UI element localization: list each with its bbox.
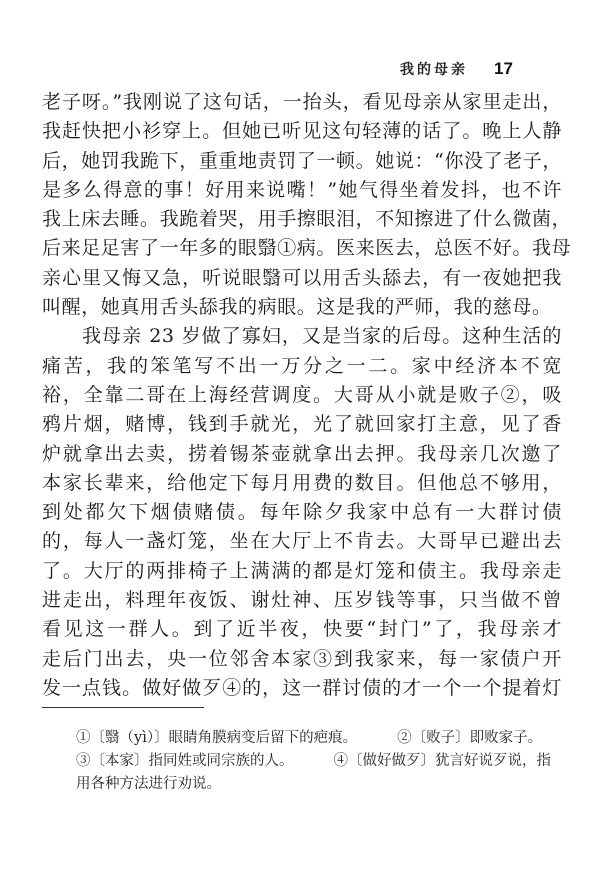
text-line: 了。大厅的两排椅子上满满的都是灯笼和债主。我母亲走: [42, 559, 562, 582]
footnote-row: [76, 727, 556, 750]
text-line: 走后门出去，央一位邻舍本家③到我家来，每一家债户开: [42, 647, 562, 670]
text-line: 到处都欠下烟债赌债。每年除夕我家中总有一大群讨债: [42, 501, 562, 524]
footnote-4: ④〔做好做歹〕犹言好说歹说，指: [333, 753, 551, 769]
text-line: 我上床去睡。我跪着哭，用手擦眼泪，不知擦进了什么微菌，: [42, 208, 572, 231]
body-text: [42, 88, 572, 703]
text-line: 叫醒，她真用舌头舔我的病眼。这是我的严师，我的慈母。: [42, 296, 552, 319]
text-line: 本家长辈来，给他定下每月用费的数目。但他总不够用，: [42, 471, 562, 494]
text-line: 发一点钱。做好做歹④的，这一群讨债的才一个一个提着灯: [42, 676, 562, 699]
text-line: 炉就拿出去卖，捞着锡茶壶就拿出去押。我母亲几次邀了: [42, 442, 562, 465]
footnote-2: ②〔败子〕即败家子。: [397, 730, 543, 746]
footnote-3: ③〔本家〕指同姓或同宗族的人。: [76, 753, 294, 769]
text-line: 的，每人一盏灯笼，坐在大厅上不肯去。大哥早已避出去: [42, 530, 562, 553]
chapter-title: 我的母亲: [400, 62, 468, 78]
text-line: 鸦片烟，赌博，钱到手就光，光了就回家打主意，见了香: [42, 413, 562, 436]
text-line: 看见这一群人。到了近半夜，快要“封门”了，我母亲才: [42, 618, 562, 641]
text-line: 裕，全靠二哥在上海经营调度。大哥从小就是败子②，吸: [42, 383, 562, 406]
text-line: 老子呀。”我刚说了这句话，一抬头，看见母亲从家里走出，: [42, 91, 562, 113]
running-header: [400, 57, 570, 81]
footnote-1: ①〔翳（yì）〕眼睛角膜病变后留下的疤痕。: [76, 730, 358, 746]
text-line: 后来足足害了一年多的眼翳①病。医来医去，总医不好。我母: [42, 237, 572, 260]
page-number: 17: [494, 59, 513, 78]
text-line: 痛苦，我的笨笔写不出一万分之一二。家中经济本不宽: [42, 354, 562, 377]
text-line: 我母亲 23 岁做了寡妇，又是当家的后母。这种生活的: [82, 325, 562, 348]
text-line: 后，她罚我跪下，重重地责罚了一顿。她说：“你没了老子，: [42, 149, 562, 172]
footnotes: [76, 727, 556, 796]
text-line: 是多么得意的事！好用来说嘴！”她气得坐着发抖，也不许: [42, 178, 562, 201]
footnote-4-continued: 用各种方法进行劝说。: [76, 776, 221, 792]
text-line: 进走出，料理年夜饭、谢灶神、压岁钱等事，只当做不曾: [42, 589, 562, 612]
footnote-row: [76, 750, 556, 773]
text-line: 亲心里又悔又急，听说眼翳可以用舌头舔去，有一夜她把我: [42, 266, 562, 289]
footnote-divider: [42, 707, 204, 708]
text-line: 我赶快把小衫穿上。但她已听见这句轻薄的话了。晚上人静: [42, 120, 562, 143]
